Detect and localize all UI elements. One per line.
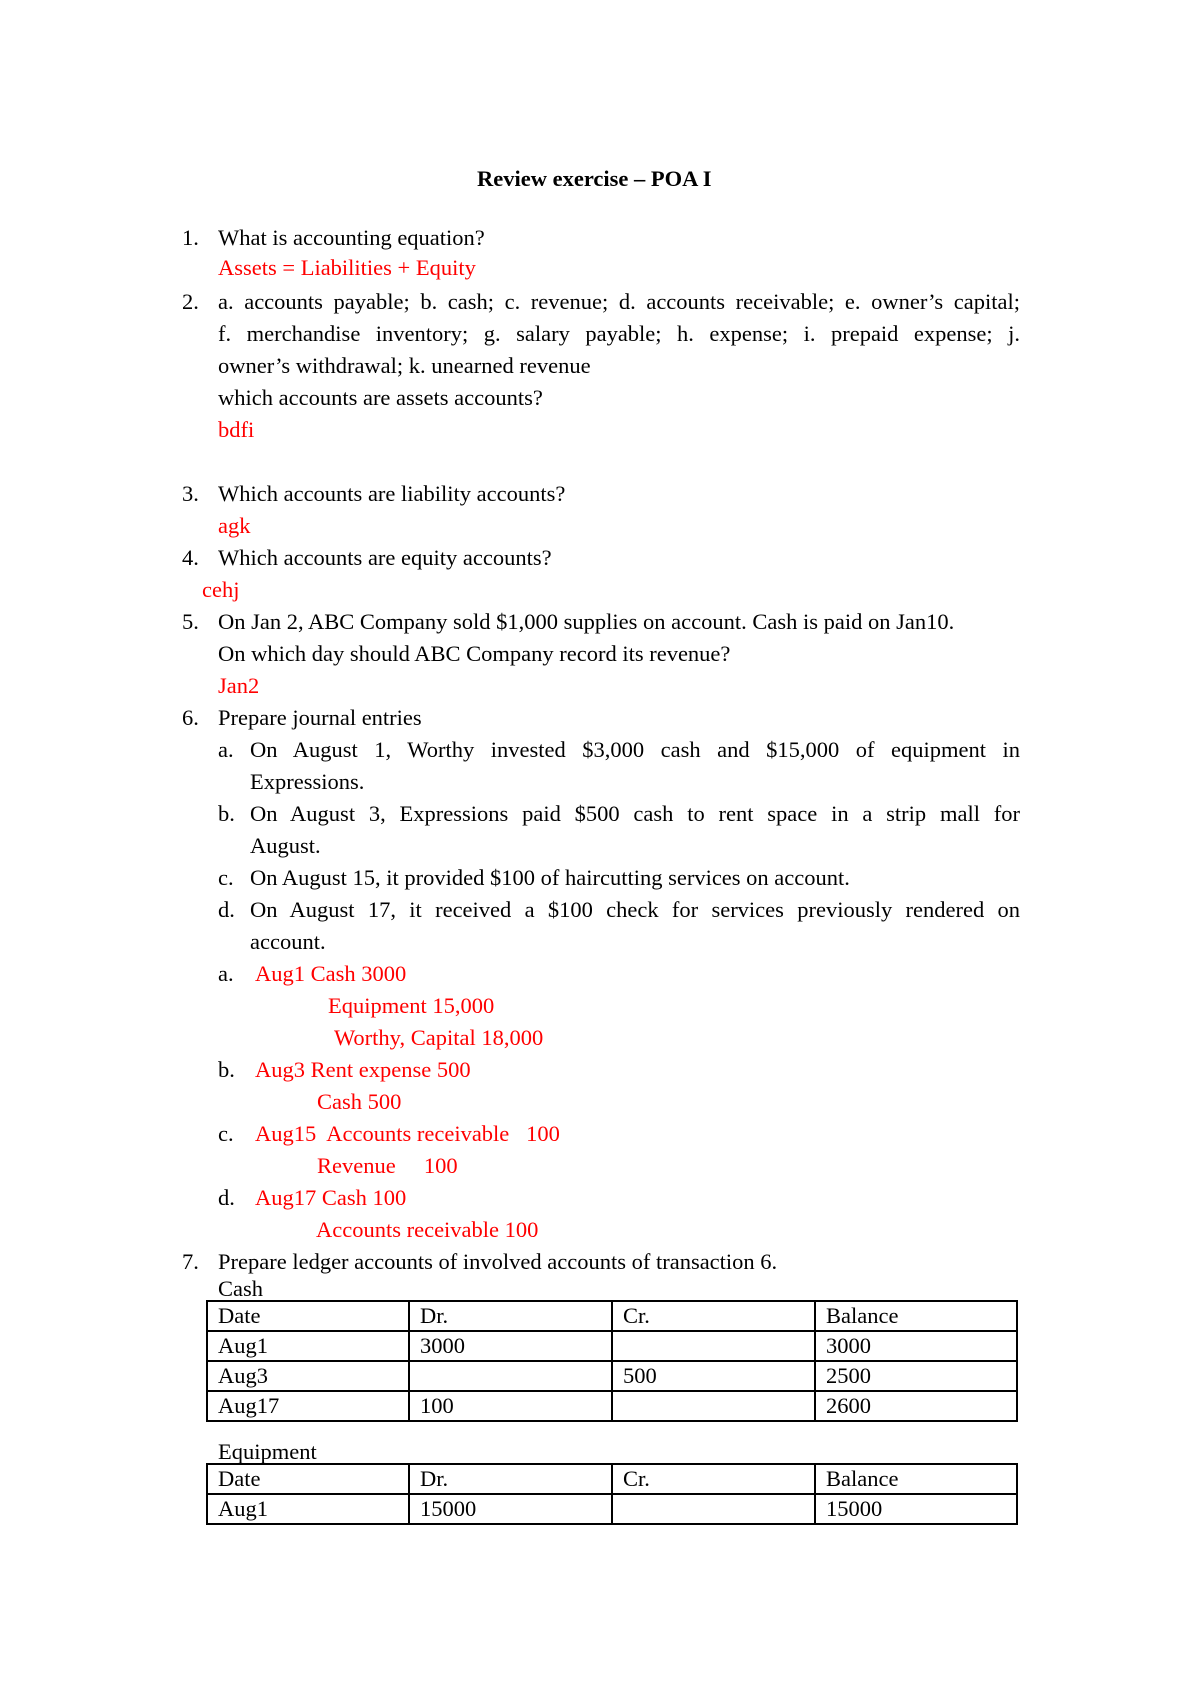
sub-item-text: On August 15, it provided $100 of haircutting services on account. <box>250 865 850 890</box>
question-text: Which accounts are equity accounts? <box>218 545 552 570</box>
table-cell: 500 <box>612 1361 815 1391</box>
table-cell: 3000 <box>815 1331 1017 1361</box>
sub-item-text: account. <box>250 929 326 954</box>
ledger-title-equipment: Equipment <box>218 1439 317 1464</box>
sub-item-letter: c. <box>218 865 234 890</box>
journal-entry-line: Equipment 15,000 <box>328 993 495 1018</box>
ledger-title-cash: Cash <box>218 1276 263 1301</box>
cash-ledger-table <box>206 1300 1018 1422</box>
sub-item-letter: d. <box>218 897 235 922</box>
column-header: Balance <box>815 1464 1017 1494</box>
answer-text: bdfi <box>218 417 255 442</box>
journal-entry-line: Worthy, Capital 18,000 <box>334 1025 544 1050</box>
question-number: 7. <box>182 1249 199 1274</box>
question-number: 3. <box>182 481 199 506</box>
journal-entry-line: Aug1 Cash 3000 <box>255 961 407 986</box>
table-cell: 100 <box>409 1391 612 1421</box>
table-cell <box>612 1331 815 1361</box>
journal-entry-line: Aug15 Accounts receivable 100 <box>255 1121 560 1146</box>
question-number: 6. <box>182 705 199 730</box>
question-text: f. merchandise inventory; g. salary payable; h. expense; i. prepaid expense; j. <box>218 321 1020 346</box>
table-row <box>207 1361 1017 1391</box>
column-header: Cr. <box>612 1464 815 1494</box>
answer-letter: b. <box>218 1057 235 1082</box>
journal-entry-line: Revenue 100 <box>317 1153 458 1178</box>
table-cell <box>612 1391 815 1421</box>
journal-entry-line: Cash 500 <box>317 1089 402 1114</box>
question-text: a. accounts payable; b. cash; c. revenue; d. accounts receivable; e. owner’s capital; <box>218 289 1020 314</box>
table-cell: Aug3 <box>207 1361 409 1391</box>
table-cell: Aug17 <box>207 1391 409 1421</box>
column-header: Balance <box>815 1301 1017 1331</box>
question-text: Prepare ledger accounts of involved accounts of transaction 6. <box>218 1249 778 1274</box>
journal-entry-line: Aug3 Rent expense 500 <box>255 1057 471 1082</box>
question-number: 2. <box>182 289 199 314</box>
sub-item-text: Expressions. <box>250 769 365 794</box>
sub-item-text: On August 3, Expressions paid $500 cash to rent space in a strip mall for <box>250 801 1020 826</box>
question-text: owner’s withdrawal; k. unearned revenue <box>218 353 591 378</box>
sub-item-text: On August 1, Worthy invested $3,000 cash and $15,000 of equipment in <box>250 737 1020 762</box>
answer-text: agk <box>218 513 251 538</box>
table-cell: 15000 <box>409 1494 612 1524</box>
table-header-row <box>207 1464 1017 1494</box>
table-row <box>207 1391 1017 1421</box>
table-cell <box>409 1361 612 1391</box>
journal-entry-line: Accounts receivable 100 <box>316 1217 539 1242</box>
question-text: Which accounts are liability accounts? <box>218 481 566 506</box>
table-cell: 3000 <box>409 1331 612 1361</box>
table-cell: 15000 <box>815 1494 1017 1524</box>
answer-letter: a. <box>218 961 234 986</box>
question-number: 4. <box>182 545 199 570</box>
column-header: Dr. <box>409 1464 612 1494</box>
sub-item-letter: b. <box>218 801 235 826</box>
answer-text: Jan2 <box>218 673 260 698</box>
question-number: 1. <box>182 225 199 250</box>
question-text: What is accounting equation? <box>218 225 485 250</box>
table-header-row <box>207 1301 1017 1331</box>
page-title: Review exercise – POA I <box>477 166 712 191</box>
column-header: Dr. <box>409 1301 612 1331</box>
answer-letter: d. <box>218 1185 235 1210</box>
table-cell <box>612 1494 815 1524</box>
column-header: Date <box>207 1464 409 1494</box>
table-cell: 2600 <box>815 1391 1017 1421</box>
answer-text: Assets = Liabilities + Equity <box>218 255 476 280</box>
equipment-ledger-table <box>206 1463 1018 1525</box>
answer-text: cehj <box>202 577 240 602</box>
journal-entry-line: Aug17 Cash 100 <box>255 1185 407 1210</box>
sub-item-text: On August 17, it received a $100 check for services previously rendered on <box>250 897 1020 922</box>
answer-letter: c. <box>218 1121 234 1146</box>
question-text: On Jan 2, ABC Company sold $1,000 supplies on account. Cash is paid on Jan10. <box>218 609 955 634</box>
table-cell: Aug1 <box>207 1331 409 1361</box>
column-header: Date <box>207 1301 409 1331</box>
column-header: Cr. <box>612 1301 815 1331</box>
question-text: which accounts are assets accounts? <box>218 385 543 410</box>
question-text: On which day should ABC Company record its revenue? <box>218 641 731 666</box>
sub-item-text: August. <box>250 833 321 858</box>
table-row <box>207 1494 1017 1524</box>
question-number: 5. <box>182 609 199 634</box>
sub-item-letter: a. <box>218 737 234 762</box>
table-cell: 2500 <box>815 1361 1017 1391</box>
table-row <box>207 1331 1017 1361</box>
question-text: Prepare journal entries <box>218 705 422 730</box>
table-cell: Aug1 <box>207 1494 409 1524</box>
